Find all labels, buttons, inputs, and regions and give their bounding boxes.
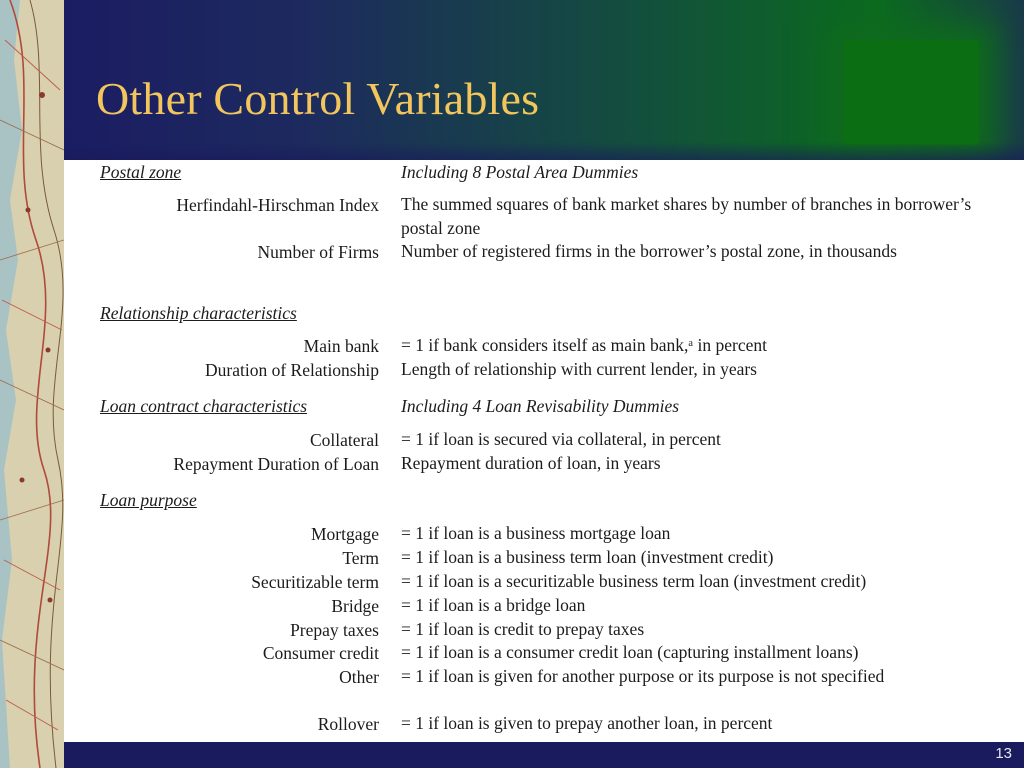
slide-footer: [64, 742, 1024, 768]
row-description: = 1 if loan is a consumer credit loan (capturing installment loans): [401, 642, 859, 662]
header-glow-decoration: [844, 40, 979, 145]
row-label: Term: [342, 548, 379, 568]
row-description: = 1 if loan is a business mortgage loan: [401, 523, 671, 543]
variables-table: [64, 160, 1024, 742]
row-label: Securitizable term: [251, 572, 379, 592]
page-number: 13: [995, 745, 1012, 762]
row-description: Length of relationship with current lender, in years: [401, 359, 757, 379]
row-label: Prepay taxes: [290, 620, 379, 640]
row-label: Number of Firms: [257, 242, 379, 262]
map-image: [0, 0, 64, 768]
row-label: Duration of Relationship: [204, 360, 379, 380]
row-description: The summed squares of bank market shares by number of branches in borrower’s postal zone: [401, 194, 972, 238]
header-fade: [64, 142, 1024, 160]
row-description: = 1 if loan is given to prepay another loan, in percent: [401, 713, 773, 733]
row-label: Consumer credit: [262, 643, 379, 663]
row-label: Other: [339, 667, 379, 687]
slide-title: Other Control Variables: [96, 73, 540, 124]
row-label: Collateral: [309, 430, 379, 450]
row-description: = 1 if bank considers itself as main bank,ᵃ in percent: [401, 335, 768, 355]
row-description: = 1 if loan is secured via collateral, in percent: [401, 429, 721, 449]
row-label: Repayment Duration of Loan: [173, 454, 379, 474]
section-description-postal-zone: Including 8 Postal Area Dummies: [401, 162, 639, 182]
row-description: = 1 if loan is given for another purpose or its purpose is not specified: [401, 666, 885, 686]
section-description-loan-contract: Including 4 Loan Revisability Dummies: [401, 396, 680, 416]
section-heading-loan-purpose: Loan purpose: [100, 490, 197, 510]
row-description: = 1 if loan is credit to prepay taxes: [401, 619, 645, 639]
slide-header: [64, 0, 1024, 160]
row-description: = 1 if loan is a securitizable business term loan (investment credit): [401, 571, 867, 591]
row-label: Rollover: [317, 714, 379, 734]
section-heading-relationship: Relationship characteristics: [100, 303, 297, 323]
row-description: = 1 if loan is a bridge loan: [401, 595, 586, 615]
row-label: Bridge: [331, 596, 379, 616]
row-description: = 1 if loan is a business term loan (investment credit): [401, 547, 774, 567]
map-decoration: [0, 0, 64, 768]
row-label: Mortgage: [310, 524, 379, 544]
row-description: Repayment duration of loan, in years: [401, 453, 661, 473]
row-label: Herfindahl-Hirschman Index: [176, 195, 379, 215]
row-description: Number of registered firms in the borrower’s postal zone, in thousands: [401, 241, 897, 261]
row-label: Main bank: [303, 336, 379, 356]
section-heading-postal-zone: Postal zone: [100, 162, 182, 182]
section-heading-loan-contract: Loan contract characteristics: [100, 396, 308, 416]
